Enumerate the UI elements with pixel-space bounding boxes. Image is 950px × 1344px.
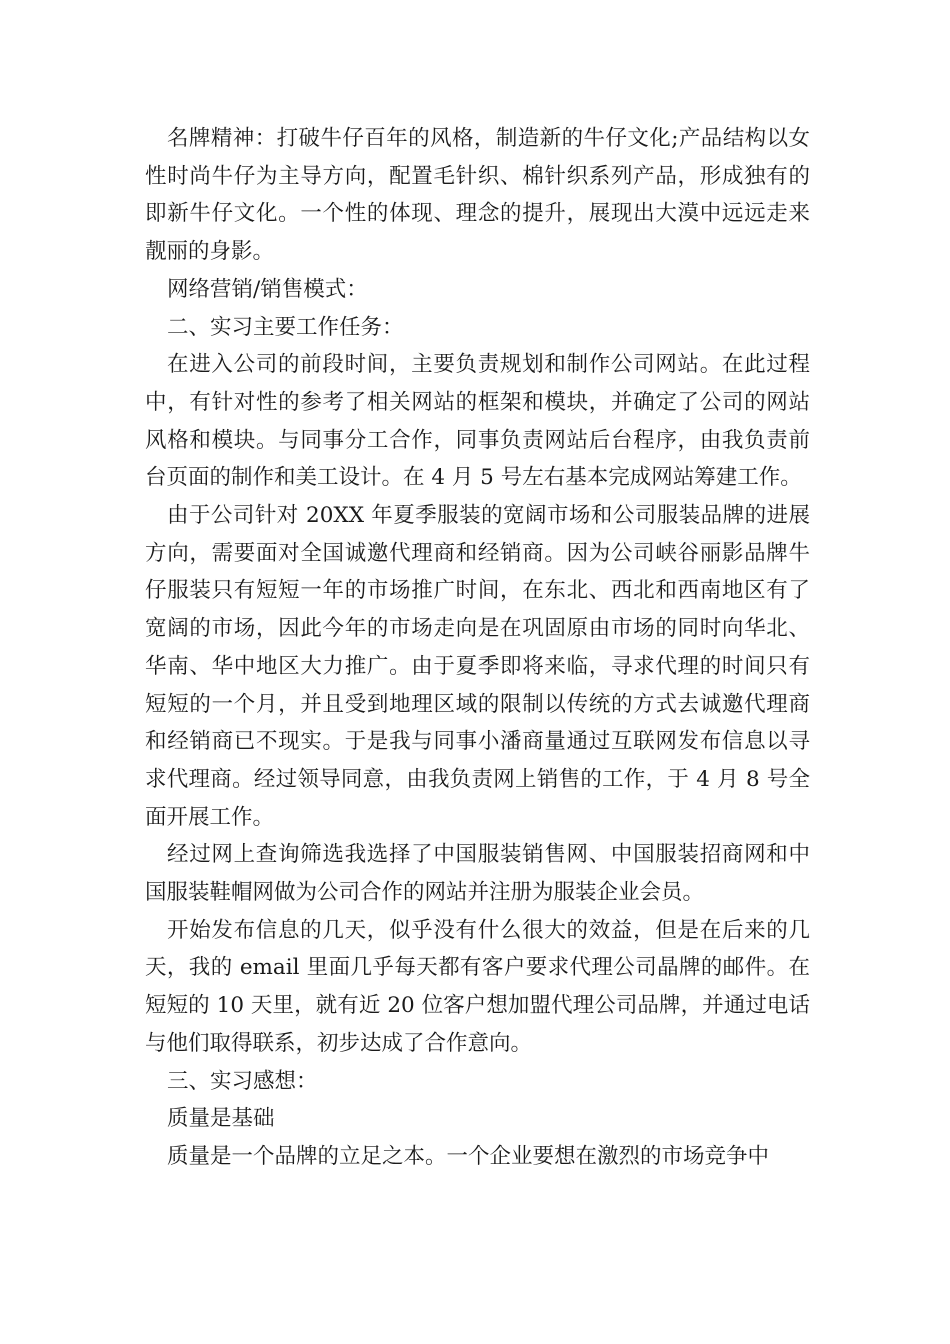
subheading-quality: 质量是基础 [167, 1106, 275, 1132]
paragraph-quality: 质量是一个品牌的立足之本。一个企业要想在激烈的市场竞争中 [167, 1143, 770, 1169]
section-heading-main-tasks: 二、实习主要工作任务： [167, 314, 404, 340]
paragraph-website-selection: 经过网上查询筛选我选择了中国服装销售网、中国服装招商网和中国服装鞋帽网做为公司合作的网站并注册为服装企业会员。 [145, 842, 810, 906]
section-heading-reflections: 三、实习感想： [167, 1068, 318, 1094]
paragraph-results: 开始发布信息的几天，似乎没有什么很大的效益，但是在后来的几天，我的 email 里面几乎每天都有客户要求代理公司晶牌的邮件。在短短的 10 天里，就有近 20 位客户想加盟代理公司品牌，并通过电话与他们取得联系，初步达成了合作意向。 [145, 917, 810, 1056]
paragraph-sales-mode-heading: 网络营销/销售模式： [167, 276, 368, 302]
paragraph-website-work: 在进入公司的前段时间，主要负责规划和制作公司网站。在此过程中，有针对性的参考了相关网站的框架和模块，并确定了公司的网站风格和模块。与同事分工合作，同事负责网站后台程序，由我负责前台页面的制作和美工设计。在 4 月 5 号左右基本完成网站筹建工作。 [145, 352, 810, 491]
document-body [145, 120, 810, 1176]
paragraph-brand-spirit: 名牌精神：打破牛仔百年的风格，制造新的牛仔文化;产品结构以女性时尚牛仔为主导方向，配置毛针织、棉针织系列产品，形成独有的即新牛仔文化。一个性的体现、理念的提升，展现出大漠中远远走来靓丽的身影。 [145, 126, 810, 265]
paragraph-market-promotion: 由于公司针对 20XX 年夏季服装的宽阔市场和公司服装品牌的进展方向，需要面对全国诚邀代理商和经销商。因为公司峡谷丽影品牌牛仔服装只有短短一年的市场推广时间，在东北、西北和西南地区有了宽阔的市场，因此今年的市场走向是在巩固原由市场的同时向华北、华南、华中地区大力推广。由于夏季即将来临，寻求代理的时间只有短短的一个月，并且受到地理区域的限制以传统的方式去诚邀代理商和经销商已不现实。于是我与同事小潘商量通过互联网发布信息以寻求代理商。经过领导同意，由我负责网上销售的工作，于 4 月 8 号全面开展工作。 [145, 503, 810, 830]
